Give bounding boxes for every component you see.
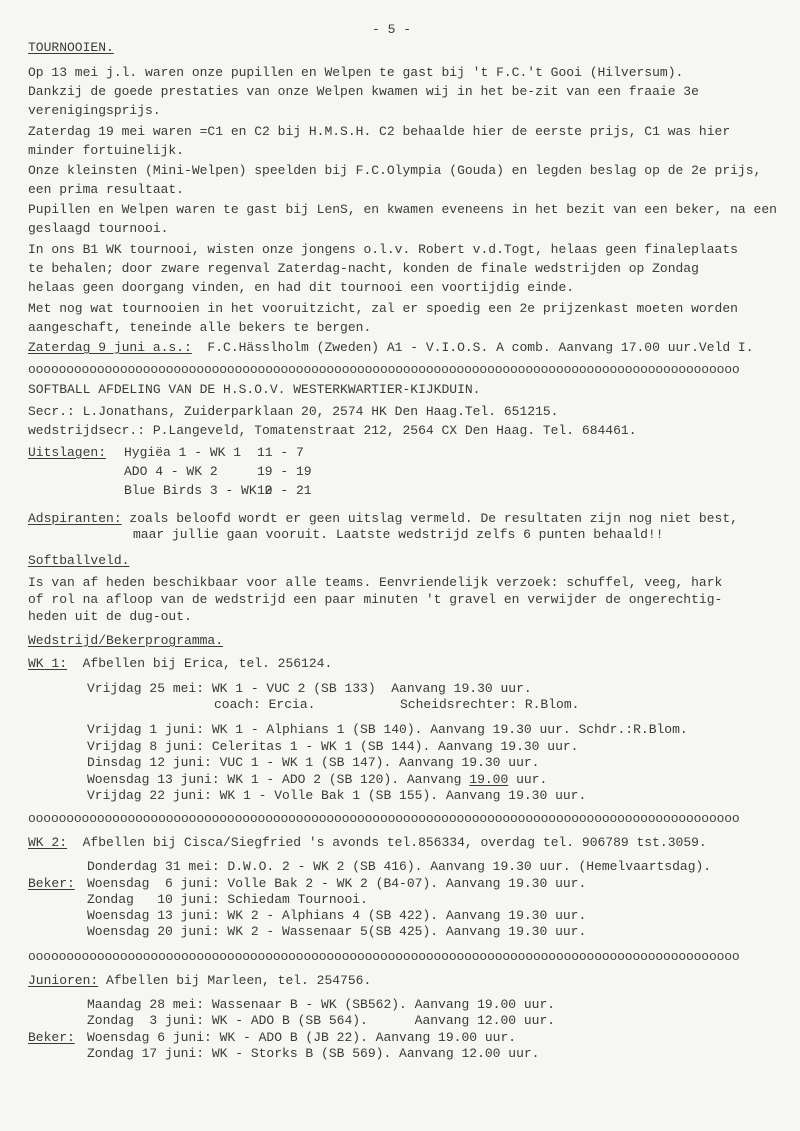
schedule-item bbox=[87, 772, 547, 788]
tournooien-heading: TOURNOOIEN. bbox=[28, 40, 114, 55]
schedule-text: uur. bbox=[508, 772, 548, 787]
schedule-item: Woensdag 20 juni: WK 2 - Wassenaar 5(SB 425). Aanvang 19.30 uur. bbox=[87, 924, 587, 939]
paragraph-line: minder fortuinelijk. bbox=[28, 143, 185, 158]
paragraph-line: of rol na afloop van de wedstrijd een paar minuten 't gravel en verwijder de ongerechtig- bbox=[28, 592, 723, 607]
paragraph-line: Zaterdag 19 mei waren =C1 en C2 bij H.M.S.H. C2 behaalde hier de eerste prijs, C1 was hier bbox=[28, 124, 731, 139]
result-score: 10 - 21 bbox=[257, 483, 312, 498]
match-secretary-line: wedstrijdsecr.: P.Langeveld, Tomatenstraat 212, 2564 CX Den Haag. Tel. 684461. bbox=[28, 423, 637, 438]
secretary-line: Secr.: L.Jonathans, Zuiderparklaan 20, 2574 HK Den Haag.Tel. 651215. bbox=[28, 404, 559, 419]
schedule-item: Vrijdag 22 juni: WK 1 - Volle Bak 1 (SB 155). Aanvang 19.30 uur. bbox=[87, 788, 587, 803]
schedule-item: Woensdag 6 juni: WK - ADO B (JB 22). Aanvang 19.00 uur. bbox=[87, 1030, 517, 1045]
schedule-item: Woensdag 13 juni: WK 2 - Alphians 4 (SB 422). Aanvang 19.30 uur. bbox=[87, 908, 587, 923]
schedule-item: Zondag 17 juni: WK - Storks B (SB 569). Aanvang 12.00 uur. bbox=[87, 1046, 540, 1061]
schedule-item: Vrijdag 1 juni: WK 1 - Alphians 1 (SB 140). Aanvang 19.30 uur. Schdr.:R.Blom. bbox=[87, 722, 688, 737]
paragraph-line: helaas geen doorgang vinden, en had dit tournooi een voortijdig einde. bbox=[28, 280, 575, 295]
referee-note: Scheidsrechter: R.Blom. bbox=[400, 697, 580, 712]
paragraph-line: In ons B1 WK tournooi, wisten onze jongens o.l.v. Robert v.d.Togt, helaas geen finaleplaats bbox=[28, 242, 738, 257]
result-match: Hygiëa 1 - WK 1 bbox=[124, 445, 242, 460]
paragraph-line: Pupillen en Welpen waren te gast bij LenS, en kwamen eveneens in het bezit van een beker, na een bbox=[28, 202, 777, 217]
softball-heading: SOFTBALL AFDELING VAN DE H.S.O.V. WESTERKWARTIER-KIJKDUIN. bbox=[28, 382, 481, 397]
wk2-label: WK 2: bbox=[28, 835, 68, 850]
schedule-item: Vrijdag 25 mei: WK 1 - VUC 2 (SB 133) Aanvang 19.30 uur. bbox=[87, 681, 532, 696]
paragraph-line: te behalen; door zware regenval Zaterdag-nacht, konden de finale wedstrijden op Zondag bbox=[28, 261, 699, 276]
separator: ooooooooooooooooooooooooooooooooooooooooooooooooooooooooooooooooooooooooooooooooooooooooooooo bbox=[28, 811, 740, 826]
adspiranten-text: zoals beloofd wordt er geen uitslag vermeld. De resultaten zijn nog niet best, bbox=[121, 511, 738, 526]
separator: ooooooooooooooooooooooooooooooooooooooooooooooooooooooooooooooooooooooooooooooooooooooooooooo bbox=[28, 362, 740, 377]
paragraph-line: Met nog wat tournooien in het vooruitzicht, zal er spoedig een 2e prijzenkast moeten worden bbox=[28, 301, 738, 316]
schedule-item: Donderdag 31 mei: D.W.O. 2 - WK 2 (SB 416). Aanvang 19.30 uur. (Hemelvaartsdag). bbox=[87, 859, 712, 874]
schedule-item: Woensdag 6 juni: Volle Bak 2 - WK 2 (B4-07). Aanvang 19.30 uur. bbox=[87, 876, 587, 891]
announcement-text: F.C.Hässlholm (Zweden) A1 - V.I.O.S. A comb. Aanvang 17.00 uur.Veld I. bbox=[191, 340, 754, 355]
paragraph-line: een prima resultaat. bbox=[28, 182, 185, 197]
softballveld-heading: Softballveld. bbox=[28, 553, 130, 568]
result-score: 19 - 19 bbox=[257, 464, 312, 479]
junioren-label: Junioren: bbox=[28, 973, 99, 988]
uitslagen-label: Uitslagen: bbox=[28, 445, 107, 460]
wk2-afbellen: Afbellen bij Cisca/Siegfried 's avonds tel.856334, overdag tel. 906789 tst.3059. bbox=[67, 835, 707, 850]
adspiranten-text: maar jullie gaan vooruit. Laatste wedstrijd zelfs 6 punten behaald!! bbox=[133, 527, 664, 542]
paragraph-line: Op 13 mei j.l. waren onze pupillen en Welpen te gast bij 't F.C.'t Gooi (Hilversum). bbox=[28, 65, 684, 80]
coach-note: coach: Ercia. bbox=[214, 697, 316, 712]
paragraph-line: Dankzij de goede prestaties van onze Welpen kwamen wij in het be-zit van een fraaie 3e bbox=[28, 84, 699, 99]
adspiranten-line bbox=[28, 511, 738, 527]
beker-label: Beker: bbox=[28, 1030, 75, 1045]
wk2-header bbox=[28, 835, 707, 851]
result-match: Blue Birds 3 - WK 2 bbox=[124, 483, 273, 498]
wk1-label: WK 1: bbox=[28, 656, 68, 671]
paragraph-line: Onze kleinsten (Mini-Welpen) speelden bij F.C.Olympia (Gouda) en legden beslag op de 2e prijs, bbox=[28, 163, 762, 178]
paragraph-line: Is van af heden beschikbaar voor alle teams. Eenvriendelijk verzoek: schuffel, veeg, hark bbox=[28, 575, 723, 590]
separator: ooooooooooooooooooooooooooooooooooooooooooooooooooooooooooooooooooooooooooooooooooooooooooooo bbox=[28, 949, 740, 964]
result-match: ADO 4 - WK 2 bbox=[124, 464, 218, 479]
page-number: - 5 - bbox=[372, 22, 412, 37]
schedule-item: Maandag 28 mei: Wassenaar B - WK (SB562). Aanvang 19.00 uur. bbox=[87, 997, 556, 1012]
schedule-item: Zondag 3 juni: WK - ADO B (SB 564). Aanvang 12.00 uur. bbox=[87, 1013, 556, 1028]
junioren-header bbox=[28, 973, 371, 989]
announcement bbox=[28, 340, 754, 356]
paragraph-line: verenigingsprijs. bbox=[28, 103, 161, 118]
paragraph-line: geslaagd tournooi. bbox=[28, 221, 169, 236]
wk1-header bbox=[28, 656, 332, 672]
beker-label: Beker: bbox=[28, 876, 75, 891]
programma-heading: Wedstrijd/Bekerprogramma. bbox=[28, 633, 224, 648]
junioren-afbellen: Afbellen bij Marleen, tel. 254756. bbox=[98, 973, 372, 988]
paragraph-line: heden uit de dug-out. bbox=[28, 609, 192, 624]
adspiranten-label: Adspiranten: bbox=[28, 511, 122, 526]
schedule-time-underlined: 19.00 bbox=[469, 772, 509, 787]
announcement-label: Zaterdag 9 juni a.s.: bbox=[28, 340, 192, 355]
schedule-text: Woensdag 13 juni: WK 1 - ADO 2 (SB 120). Aanvang bbox=[87, 772, 470, 787]
schedule-item: Dinsdag 12 juni: VUC 1 - WK 1 (SB 147). Aanvang 19.30 uur. bbox=[87, 755, 540, 770]
schedule-item: Zondag 10 juni: Schiedam Tournooi. bbox=[87, 892, 368, 907]
paragraph-line: aangeschaft, teneinde alle bekers te bergen. bbox=[28, 320, 372, 335]
schedule-item: Vrijdag 8 juni: Celeritas 1 - WK 1 (SB 144). Aanvang 19.30 uur. bbox=[87, 739, 579, 754]
result-score: 11 - 7 bbox=[257, 445, 304, 460]
wk1-afbellen: Afbellen bij Erica, tel. 256124. bbox=[67, 656, 333, 671]
